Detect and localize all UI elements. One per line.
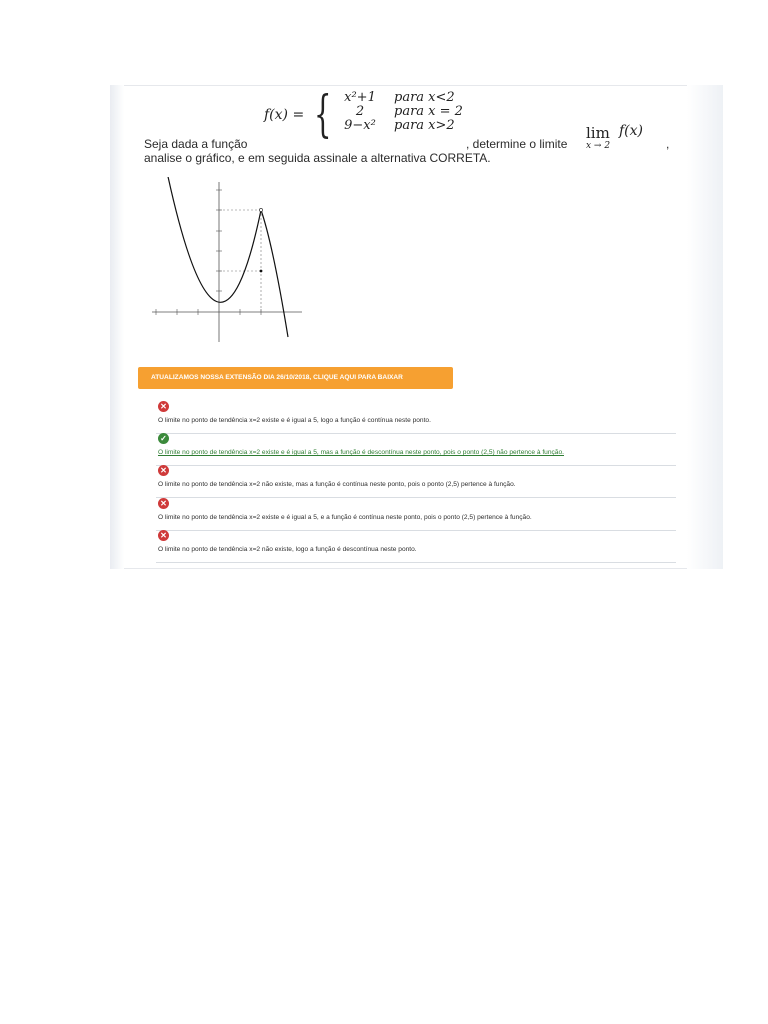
answer-option[interactable] — [156, 401, 676, 434]
limit-subscript: x → 2 — [586, 141, 611, 151]
case-condition: para x = 2 — [394, 104, 463, 119]
parabola-left-branch — [167, 177, 261, 302]
answer-text: O limite no ponto de tendência x=2 existe e é igual a 5, logo a função é contínua neste ponto. — [158, 417, 431, 424]
answer-option[interactable] — [156, 498, 676, 531]
answer-text: O limite no ponto de tendência x=2 não existe, logo a função é descontínua neste ponto. — [158, 546, 417, 553]
function-graph — [152, 177, 302, 352]
limit-function: f(x) — [619, 123, 644, 139]
case-row — [332, 91, 463, 105]
question-instruction: analise o gráfico, e em seguida assinale a alternativa CORRETA. — [144, 151, 491, 165]
panel-edge-right — [687, 85, 723, 569]
answer-text: O limite no ponto de tendência x=2 existe e é igual a 5, e a função é contínua neste ponto, pois o ponto (2,5) pertence à função. — [158, 514, 532, 521]
function-name: f(x) = — [264, 107, 305, 123]
question-middle: , determine o limite — [466, 137, 568, 151]
case-row — [332, 105, 463, 119]
extension-banner[interactable]: ATUALIZAMOS NOSSA EXTENSÃO DIA 26/10/2018, CLIQUE AQUI PARA BAIXAR — [138, 367, 453, 389]
parabola-right-branch — [261, 210, 288, 337]
x-circle-icon: ✕ — [158, 530, 169, 541]
question-prefix: Seja dada a função — [144, 137, 248, 151]
answer-option-correct[interactable] — [156, 433, 676, 466]
case-expression: 2 — [355, 104, 365, 119]
x-circle-icon: ✕ — [158, 401, 169, 412]
question-comma: , — [666, 137, 670, 151]
x-circle-icon: ✕ — [158, 465, 169, 476]
case-expression: x²+1 — [344, 90, 376, 105]
question-panel — [110, 85, 723, 569]
panel-edge-left — [110, 85, 124, 569]
case-condition: para x>2 — [394, 118, 455, 133]
piecewise-brace: { — [314, 85, 332, 143]
answer-text: O limite no ponto de tendência x=2 existe e é igual a 5, mas a função é descontínua neste ponto, pois o ponto (2,5) não pertence à função. — [158, 449, 564, 456]
answer-option[interactable] — [156, 530, 676, 563]
limit-expression — [586, 123, 644, 151]
question-statement — [144, 85, 684, 171]
case-row — [332, 119, 463, 133]
case-expression: 9−x² — [344, 118, 376, 133]
case-condition: para x<2 — [394, 90, 455, 105]
open-point-2-5 — [259, 208, 262, 211]
answer-text: O limite no ponto de tendência x=2 não existe, mas a função é contínua neste ponto, pois o ponto (2,5) pertence à função. — [158, 481, 516, 488]
answer-option[interactable] — [156, 465, 676, 498]
piecewise-cases — [332, 91, 463, 133]
x-circle-icon: ✕ — [158, 498, 169, 509]
limit-word: lim — [586, 124, 610, 142]
point-2-2 — [260, 270, 263, 273]
check-circle-icon: ✓ — [158, 433, 169, 444]
